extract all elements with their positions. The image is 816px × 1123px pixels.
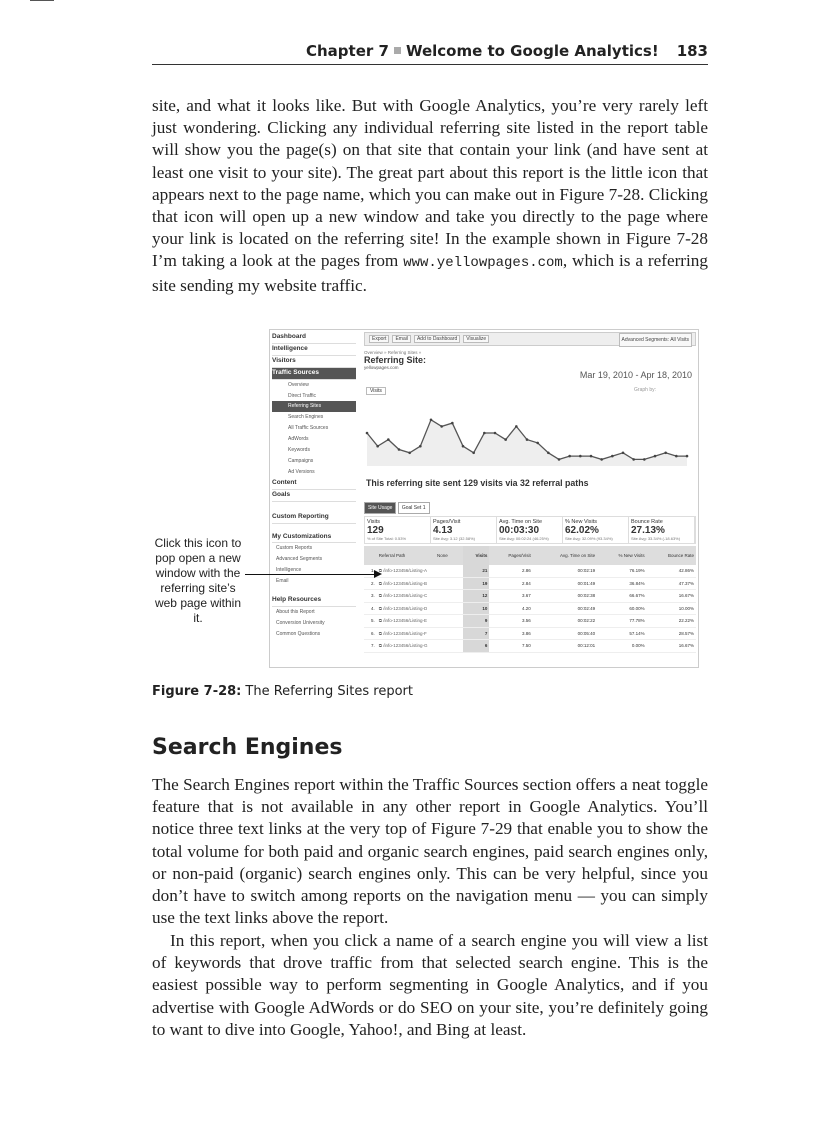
- sidebar-item[interactable]: All Traffic Sources: [288, 425, 329, 432]
- sidebar-item[interactable]: Campaigns: [288, 457, 314, 464]
- sidebar-item[interactable]: Overview: [288, 381, 309, 388]
- url-text: www.yellowpages.com: [403, 255, 563, 272]
- chart-point[interactable]: [590, 455, 593, 458]
- chart-point[interactable]: [526, 438, 529, 441]
- chart-point[interactable]: [622, 452, 625, 455]
- referral-table: [364, 546, 696, 653]
- column-header[interactable]: None: [435, 546, 463, 565]
- intro-paragraph: [152, 95, 708, 297]
- chart-point[interactable]: [632, 458, 635, 461]
- visits-line-chart: [364, 392, 696, 470]
- metrics-summary: [364, 516, 696, 544]
- breadcrumb[interactable]: Overview » Referring Sites »: [364, 350, 422, 355]
- caption-text: The Referring Sites report: [245, 684, 413, 699]
- chart-point[interactable]: [504, 438, 507, 441]
- sidebar-item[interactable]: Ad Versions: [288, 468, 315, 475]
- sidebar-item: Help Resources: [272, 595, 356, 607]
- table-cell: 7.50: [489, 640, 532, 653]
- metric-label: Pages/Visit: [433, 519, 461, 525]
- table-cell: 47.37%: [647, 577, 696, 590]
- metric-card: [497, 517, 563, 543]
- sidebar-item: My Customizations: [272, 532, 356, 544]
- sidebar-item[interactable]: About this Report: [276, 608, 315, 615]
- table-cell: 00:12:01: [533, 640, 597, 653]
- sidebar-item[interactable]: Goals: [272, 490, 356, 502]
- segments-select[interactable]: Advanced Segments: All Visits: [619, 333, 692, 347]
- table-cell: 5.: [364, 615, 377, 628]
- open-page-icon[interactable]: ⧉: [378, 630, 384, 636]
- chart-point[interactable]: [419, 445, 422, 448]
- chart-point[interactable]: [579, 455, 582, 458]
- sidebar-item[interactable]: Custom Reporting: [272, 512, 356, 524]
- table-cell: 00:05:40: [533, 627, 597, 640]
- table-cell: 76.19%: [597, 565, 647, 577]
- metric-card: [365, 517, 431, 543]
- caption-label: Figure 7-28:: [152, 684, 242, 699]
- metric-sub: Site Avg: 3.12 (32.58%): [433, 536, 475, 541]
- table-cell: 19: [463, 577, 489, 590]
- chart-point[interactable]: [558, 458, 561, 461]
- table-cell: 28.57%: [647, 627, 696, 640]
- table-cell: 66.67%: [597, 590, 647, 603]
- table-cell: 16.67%: [647, 590, 696, 603]
- chart-point[interactable]: [430, 419, 433, 422]
- metric-sub: % of Site Total: 0.53%: [367, 536, 407, 541]
- text: , which is a referring site sending my website traffic.: [152, 251, 708, 295]
- chart-point[interactable]: [675, 455, 678, 458]
- chart-point[interactable]: [408, 452, 411, 455]
- column-header[interactable]: Avg. Time on Site: [533, 546, 597, 565]
- sidebar-item[interactable]: Direct Traffic: [288, 392, 316, 399]
- section-heading: Search Engines: [152, 735, 343, 760]
- col-index: [364, 546, 377, 565]
- table-cell: 00:02:49: [533, 602, 597, 615]
- column-header[interactable]: Referral Path: [377, 546, 435, 565]
- report-tabs: [364, 502, 430, 514]
- sidebar-item[interactable]: Keywords: [288, 447, 310, 454]
- text: In this report, when you click a name of a search engine you will view a list of keywords that drove traffic from that selected search engine. This is the easiest possible way to perform segmenting in Google Analytics, and if you advertise with Google AdWords or do SEO on your site, you’re definitely going to want to dive into Google, Yahoo!, and Bing at least.: [152, 931, 708, 1039]
- open-page-icon[interactable]: ⧉: [378, 593, 384, 599]
- table-row: [364, 627, 696, 640]
- figure-caption: [152, 684, 413, 699]
- sidebar-item[interactable]: Conversion University: [276, 619, 325, 626]
- table-cell: 21: [463, 565, 489, 577]
- chart-point[interactable]: [376, 445, 379, 448]
- chart-point[interactable]: [600, 458, 603, 461]
- sidebar-item[interactable]: Referring Sites: [272, 401, 356, 412]
- body-paragraph-1: [152, 774, 708, 929]
- table-cell: 9: [463, 615, 489, 628]
- date-range-picker[interactable]: Mar 19, 2010 - Apr 18, 2010: [579, 370, 692, 380]
- table-cell: 12: [463, 590, 489, 603]
- open-page-icon[interactable]: ⧉: [378, 580, 384, 586]
- table-row: [364, 590, 696, 603]
- sidebar-item[interactable]: Traffic Sources: [272, 368, 356, 380]
- table-cell: 00:02:19: [533, 565, 597, 577]
- referral-path-link[interactable]: /info-123456/Listing-E: [383, 618, 427, 624]
- table-cell: 7: [463, 627, 489, 640]
- table-cell: 6.: [364, 627, 377, 640]
- chart-point[interactable]: [472, 452, 475, 455]
- table-cell: 4.: [364, 602, 377, 615]
- metric-label: Visits: [367, 519, 381, 525]
- metric-value: 4.13: [433, 525, 453, 536]
- export-button[interactable]: Export: [369, 335, 389, 343]
- chart-point[interactable]: [398, 448, 401, 451]
- report-title: Referring Site:: [364, 355, 427, 365]
- metric-sub: Site Avg: 33.34% (-18.63%): [631, 536, 681, 541]
- text: The Search Engines report within the Traffic Sources section offers a neat toggle feature that is not available in any other report in Google Analytics. You’ll notice three text links at the very top of Figure 7-29 that enable you to show the total volume for both paid and organic search engines, paid search engines only, or non-paid (organic) search engines only. This can be very helpful, since you don’t have to switch among reports on the navigation menu — you can simply use the text links above the report.: [152, 775, 708, 928]
- chart-point[interactable]: [664, 452, 667, 455]
- report-main: [364, 332, 696, 649]
- summary-heading: This referring site sent 129 visits via 32 referral paths: [366, 478, 589, 488]
- table-cell: 3.86: [489, 627, 532, 640]
- table-cell: 00:01:49: [533, 577, 597, 590]
- table-cell: 4.20: [489, 602, 532, 615]
- table-cell: 00:02:38: [533, 590, 597, 603]
- table-cell: 22.22%: [647, 615, 696, 628]
- table-cell: 10.00%: [647, 602, 696, 615]
- metric-card: [563, 517, 629, 543]
- figure-screenshot: [269, 329, 699, 668]
- table-cell: 60.00%: [597, 602, 647, 615]
- crop-mark: [30, 0, 54, 1]
- table-row: [364, 577, 696, 590]
- metric-card: [431, 517, 497, 543]
- chart-point[interactable]: [494, 432, 497, 435]
- chart-point[interactable]: [568, 455, 571, 458]
- open-page-icon[interactable]: ⧉: [378, 618, 384, 624]
- text: site, and what it looks like. But with Google Analytics, you’re very rarely left just wondering. Clicking any individual referring site listed in the report table will show you the page(s) on that site that contain your link (and have sent at least one visit to your site). The great part about this report is the little icon that appears next to the page name, which you can make out in Figure 7-28. Clicking that icon will open up a new window and take you directly to the page where your link is located on the referring site! In the example shown in Figure 7-28 I’m taking a look at the pages from: [152, 96, 708, 271]
- callout-text: Click this icon to pop open a new window with the referring site’s web page within it.: [154, 536, 242, 625]
- metric-label: % New Visits: [565, 519, 597, 525]
- tab-goal-set-1[interactable]: Goal Set 1: [398, 502, 430, 514]
- chapter-label: Chapter 7: [305, 42, 389, 60]
- table-cell: 3.67: [489, 590, 532, 603]
- table-cell: 42.86%: [647, 565, 696, 577]
- table-cell: 1.: [364, 565, 377, 577]
- metric-sub: Site Avg: 32.09% (93.34%): [565, 536, 613, 541]
- table-cell: 6: [463, 640, 489, 653]
- chart-point[interactable]: [462, 445, 465, 448]
- table-cell: 2.84: [489, 577, 532, 590]
- column-header[interactable]: Bounce Rate: [647, 546, 696, 565]
- table-row: [364, 602, 696, 615]
- sidebar-item[interactable]: Email: [276, 578, 289, 585]
- metric-value: 27.13%: [631, 525, 665, 536]
- table-cell: 00:02:22: [533, 615, 597, 628]
- column-header[interactable]: Pages/Visit: [489, 546, 532, 565]
- sidebar-item[interactable]: AdWords: [288, 436, 309, 443]
- table-cell: 36.84%: [597, 577, 647, 590]
- metric-value: 129: [367, 525, 384, 536]
- sidebar: [272, 332, 356, 640]
- chart-point[interactable]: [515, 425, 518, 428]
- referral-path-link[interactable]: /info-123456/Listing-C: [383, 593, 428, 599]
- sidebar-item[interactable]: Custom Reports: [276, 545, 313, 552]
- chart-point[interactable]: [643, 458, 646, 461]
- toolbar: [364, 332, 696, 346]
- page-number: 183: [676, 42, 708, 60]
- sidebar-item[interactable]: Dashboard: [272, 332, 356, 344]
- open-page-icon[interactable]: ⧉: [378, 568, 384, 574]
- referral-path-link[interactable]: /info-123456/Listing-A: [383, 568, 427, 574]
- report-site: yellowpages.com: [364, 365, 399, 370]
- chart-point[interactable]: [686, 455, 689, 458]
- referral-path-link[interactable]: /info-123456/Listing-F: [383, 630, 427, 636]
- metric-value: 62.02%: [565, 525, 599, 536]
- sidebar-item[interactable]: Intelligence: [276, 567, 302, 574]
- chart-point[interactable]: [440, 425, 443, 428]
- tab-site-usage[interactable]: Site Usage: [364, 502, 396, 514]
- table-cell: 77.78%: [597, 615, 647, 628]
- open-page-icon[interactable]: ⧉: [378, 643, 384, 649]
- sidebar-item[interactable]: Search Engines: [288, 414, 324, 421]
- chart-point[interactable]: [366, 432, 369, 435]
- table-cell: 2.86: [489, 565, 532, 577]
- metric-value: 00:03:30: [499, 525, 540, 536]
- open-page-icon[interactable]: ⧉: [378, 605, 384, 611]
- table-cell: 57.14%: [597, 627, 647, 640]
- sidebar-item[interactable]: Advanced Segments: [276, 556, 323, 563]
- metric-label: Bounce Rate: [631, 519, 663, 525]
- table-cell: 16.67%: [647, 640, 696, 653]
- callout-arrow: [245, 574, 380, 575]
- running-header: [152, 42, 708, 65]
- graph-by-label: Graph by:: [634, 387, 656, 393]
- body-paragraph-2: [152, 930, 708, 1041]
- table-row: [364, 640, 696, 653]
- sidebar-item[interactable]: Content: [272, 478, 356, 490]
- table-cell: 0.00%: [597, 640, 647, 653]
- table-cell: 3.: [364, 590, 377, 603]
- table-row: [364, 615, 696, 628]
- sidebar-item[interactable]: Common Questions: [276, 630, 321, 637]
- referral-path-link[interactable]: /info-123456/Listing-D: [383, 605, 428, 611]
- email-button[interactable]: Email: [392, 335, 411, 343]
- add-to-dashboard-button[interactable]: Add to Dashboard: [414, 335, 460, 343]
- chart-point[interactable]: [611, 455, 614, 458]
- chart-point[interactable]: [547, 452, 550, 455]
- chart-point[interactable]: [483, 432, 486, 435]
- table-cell: 10: [463, 602, 489, 615]
- metric-card: [629, 517, 695, 543]
- chart-point[interactable]: [536, 442, 539, 445]
- chart-point[interactable]: [387, 438, 390, 441]
- metric-sub: Site Avg: 00:02:24 (46.25%): [499, 536, 549, 541]
- referral-path-link[interactable]: /info-123456/Listing-G: [383, 643, 428, 649]
- table-cell: 7.: [364, 640, 377, 653]
- visualize-button[interactable]: Visualize: [463, 335, 489, 343]
- graph-metric-select[interactable]: Visits: [366, 387, 386, 395]
- referral-path-link[interactable]: /info-123456/Listing-B: [383, 580, 427, 586]
- table-cell: 2.: [364, 577, 377, 590]
- column-header[interactable]: % New Visits: [597, 546, 647, 565]
- metric-label: Avg. Time on Site: [499, 519, 543, 525]
- column-header[interactable]: Visits: [463, 546, 489, 565]
- chart-point[interactable]: [654, 455, 657, 458]
- square-bullet-icon: [394, 47, 401, 54]
- chart-point[interactable]: [451, 422, 454, 425]
- table-cell: 3.56: [489, 615, 532, 628]
- sidebar-item[interactable]: Visitors: [272, 356, 356, 368]
- sidebar-item[interactable]: Intelligence: [272, 344, 356, 356]
- chapter-title: Welcome to Google Analytics!: [405, 42, 659, 60]
- table-row: [364, 565, 696, 577]
